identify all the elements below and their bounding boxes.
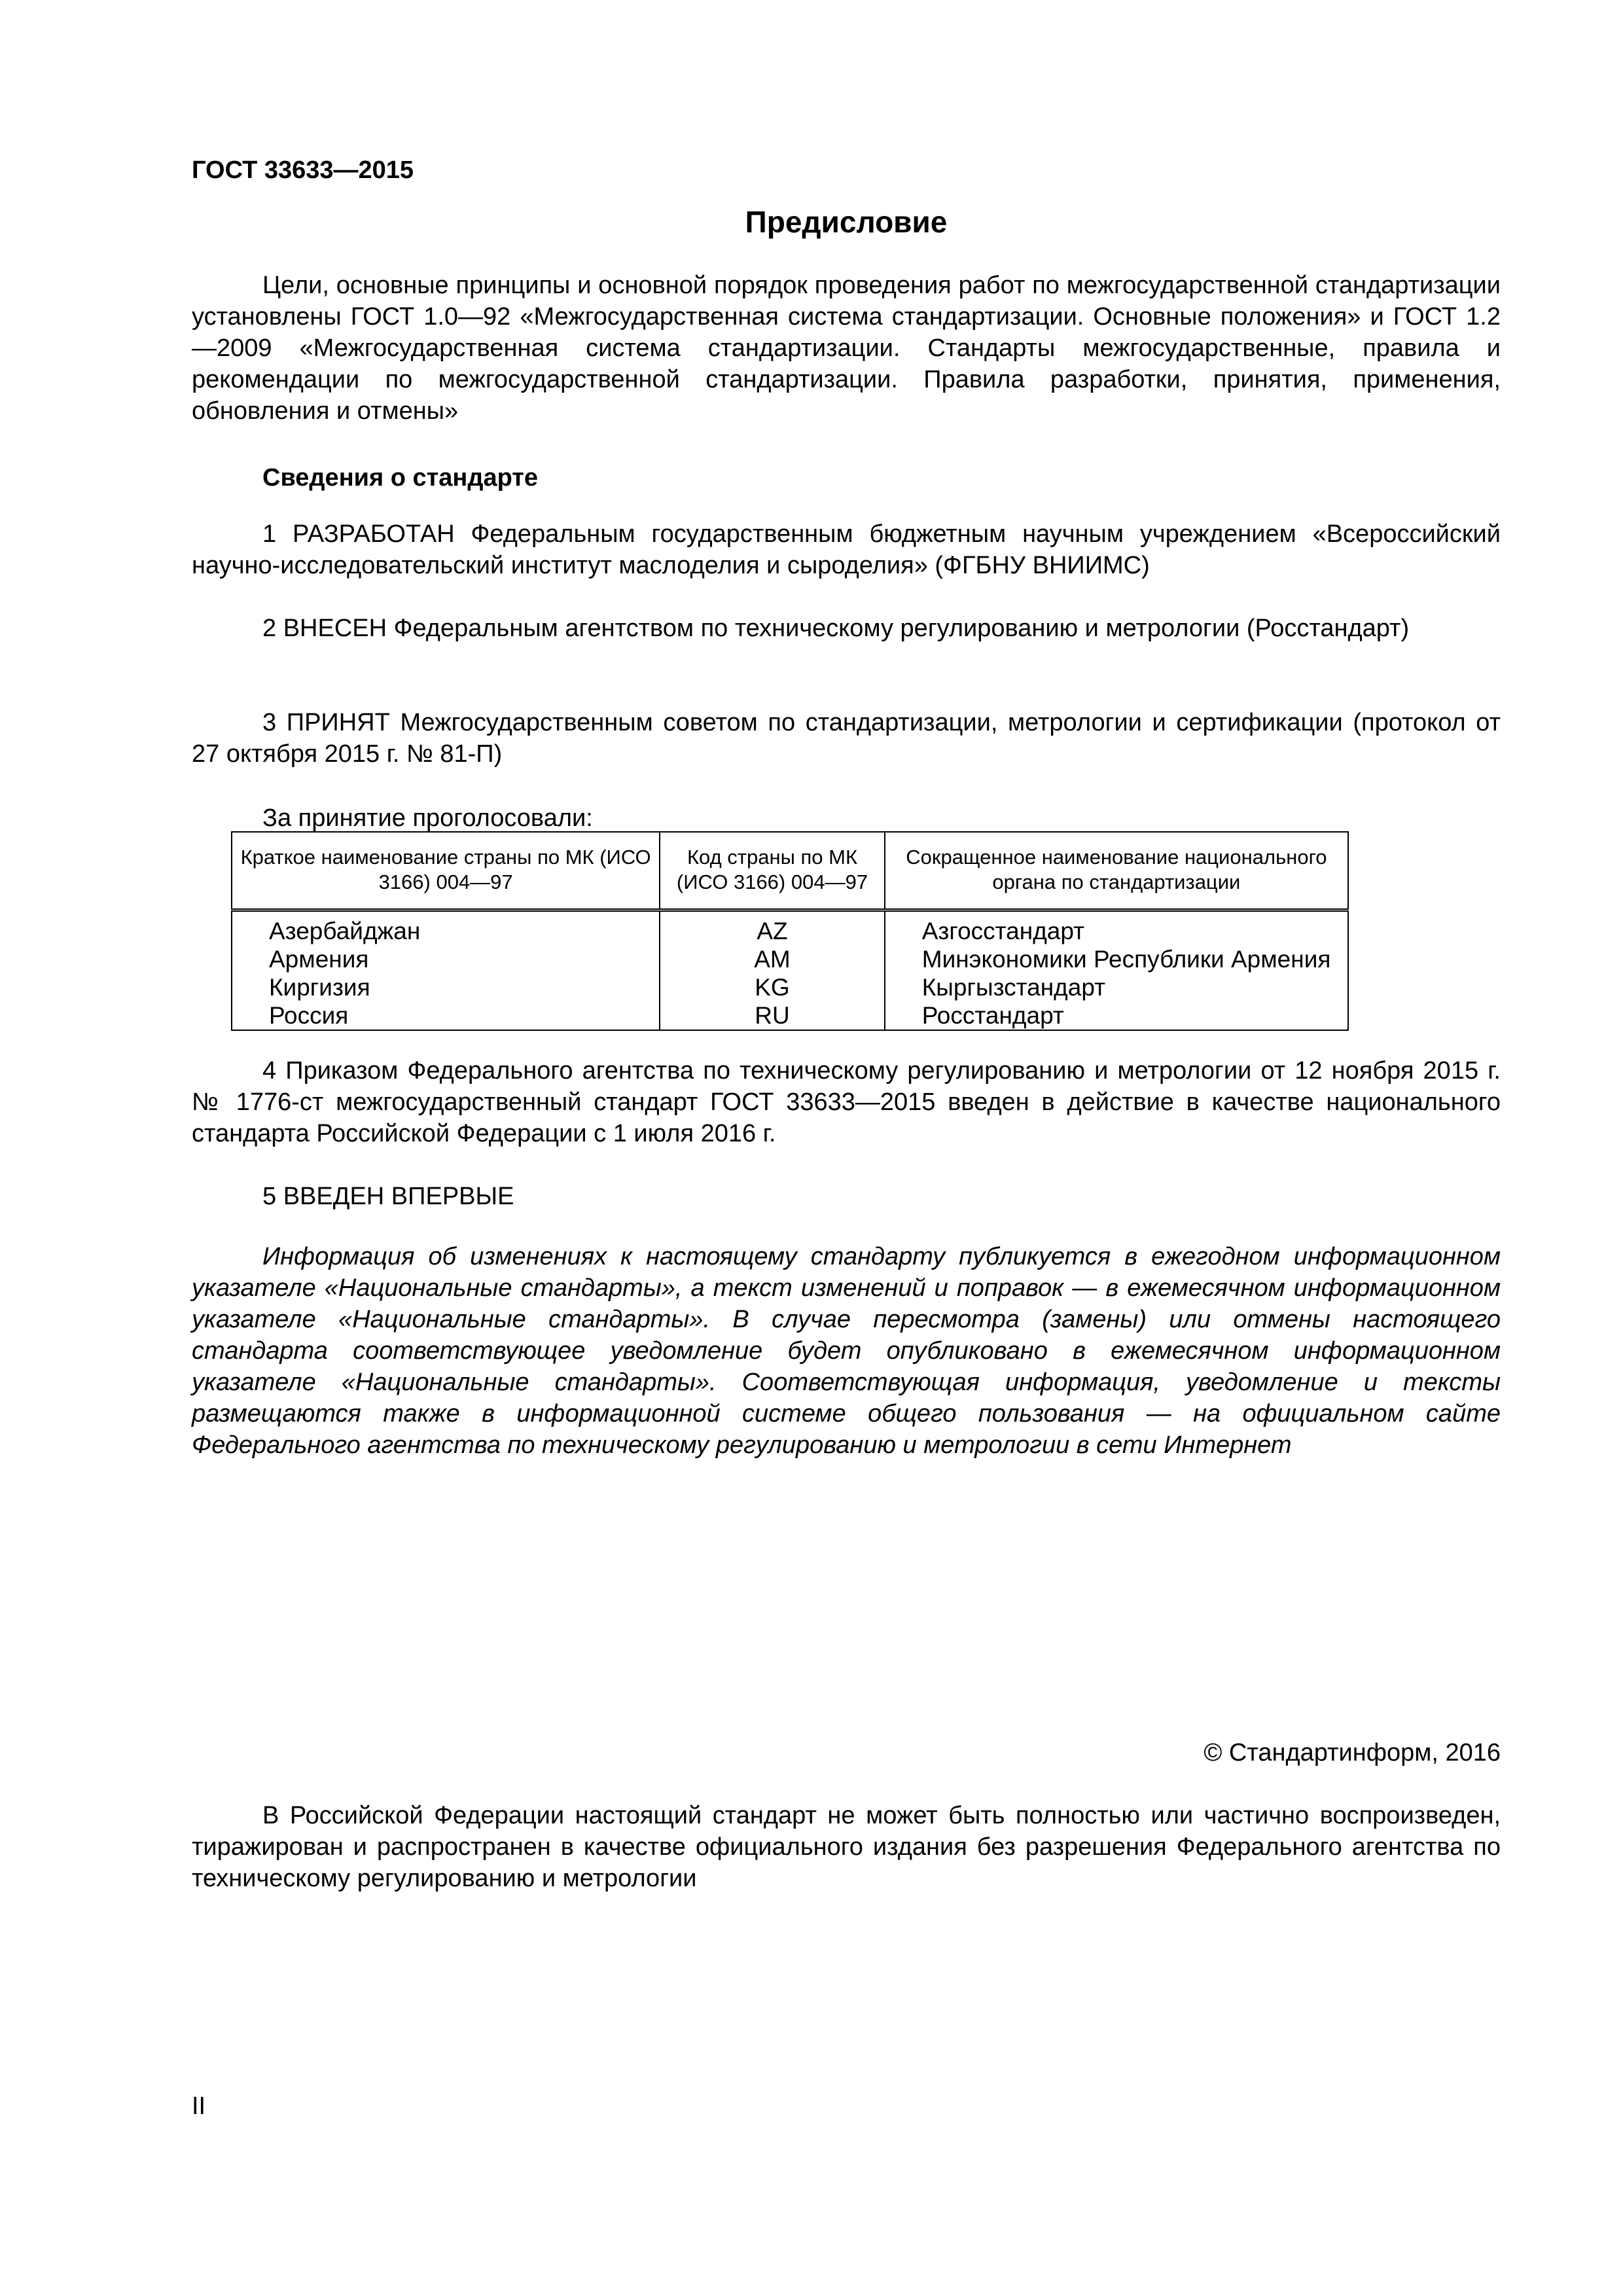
country-code-cell: RU: [660, 1001, 885, 1030]
national-body-cell: Минэкономики Республики Армения: [885, 945, 1348, 973]
reproduction-notice-paragraph: В Российской Федерации настоящий стандарт не может быть полностью или частично воспроизведен, тиражирован и распространен в качестве официального издания без разрешения Федерального агентства по техническому регулированию и метрологии: [192, 1802, 1501, 1892]
country-name-cell: Киргизия: [232, 973, 660, 1001]
table-row: [232, 945, 1348, 973]
country-name-cell: Азербайджан: [232, 910, 660, 946]
country-code-cell: AZ: [660, 910, 885, 946]
table-row: [232, 910, 1348, 946]
developed-paragraph: 1 РАЗРАБОТАН Федеральным государственным бюджетным научным учреждением «Всероссийский научно-исследовательский институт маслоделия и сыроделия» (ФГБНУ ВНИИМС): [192, 520, 1501, 579]
info-notice-paragraph: Информация об изменениях к настоящему стандарту публикуется в ежегодном информационном указателе «Национальные стандарты», а текст изменений и поправок — в ежемесячном информационном указателе «Национальные стандарты». В случае пересмотра (замены) или отмены настоящего стандарта соответствующее уведомление будет опубликовано в ежемесячном информационном указателе «Национальные стандарты». Соответствующая информация, уведомление и тексты размещаются также в информационной системе общего пользования — на официальном сайте Федерального агентства по техническому регулированию и метрологии в сети Интернет: [192, 1243, 1501, 1459]
page-title: Предисловие: [745, 205, 948, 239]
country-name-cell: Россия: [232, 1001, 660, 1030]
header-country-name: Краткое наименование страны по МК (ИСО 3166) 004—97: [232, 832, 660, 910]
vote-table: [231, 831, 1349, 1031]
standard-info-heading: Сведения о стандарте: [262, 464, 539, 492]
national-body-cell: Росстандарт: [885, 1001, 1348, 1030]
table-row: [232, 973, 1348, 1001]
first-time-paragraph: 5 ВВЕДЕН ВПЕРВЫЕ: [262, 1183, 514, 1210]
country-name-cell: Армения: [232, 945, 660, 973]
order-paragraph: 4 Приказом Федерального агентства по техническому регулированию и метрологии от 12 ноября 2015 г. № 1776-ст межгосударственный стандарт ГОСТ 33633—2015 введен в действие в качестве национального стандарта Российской Федерации с 1 июля 2016 г.: [192, 1057, 1501, 1147]
document-id: ГОСТ 33633—2015: [192, 156, 414, 184]
accepted-paragraph: 3 ПРИНЯТ Межгосударственным советом по стандартизации, метрологии и сертификации (протокол от 27 октября 2015 г. № 81-П): [192, 709, 1501, 768]
national-body-cell: Кыргызстандарт: [885, 973, 1348, 1001]
intro-paragraph: Цели, основные принципы и основной порядок проведения работ по межгосударственной стандартизации установлены ГОСТ 1.0—92 «Межгосударственная система стандартизации. Основные положения» и ГОСТ 1.2—2009 «Межгосударственная система стандартизации. Стандарты межгосударственные, правила и рекомендации по межгосударственной стандартизации. Правила разработки, принятия, применения, обновления и отмены»: [192, 272, 1501, 425]
vote-table-header-row: [232, 832, 1348, 910]
table-row: [232, 1001, 1348, 1030]
country-code-cell: AM: [660, 945, 885, 973]
copyright-line: © Стандартинформ, 2016: [1204, 1739, 1501, 1767]
header-country-code: Код страны по МК (ИСО 3166) 004—97: [660, 832, 885, 910]
page-number: II: [192, 2092, 206, 2120]
national-body-cell: Азгосстандарт: [885, 910, 1348, 946]
header-national-body: Сокращенное наименование национального органа по стандартизации: [885, 832, 1348, 910]
country-code-cell: KG: [660, 973, 885, 1001]
introduced-paragraph: 2 ВНЕСЕН Федеральным агентством по техническому регулированию и метрологии (Росстандарт): [262, 615, 1410, 642]
vote-label: За принятие проголосовали:: [262, 804, 593, 832]
